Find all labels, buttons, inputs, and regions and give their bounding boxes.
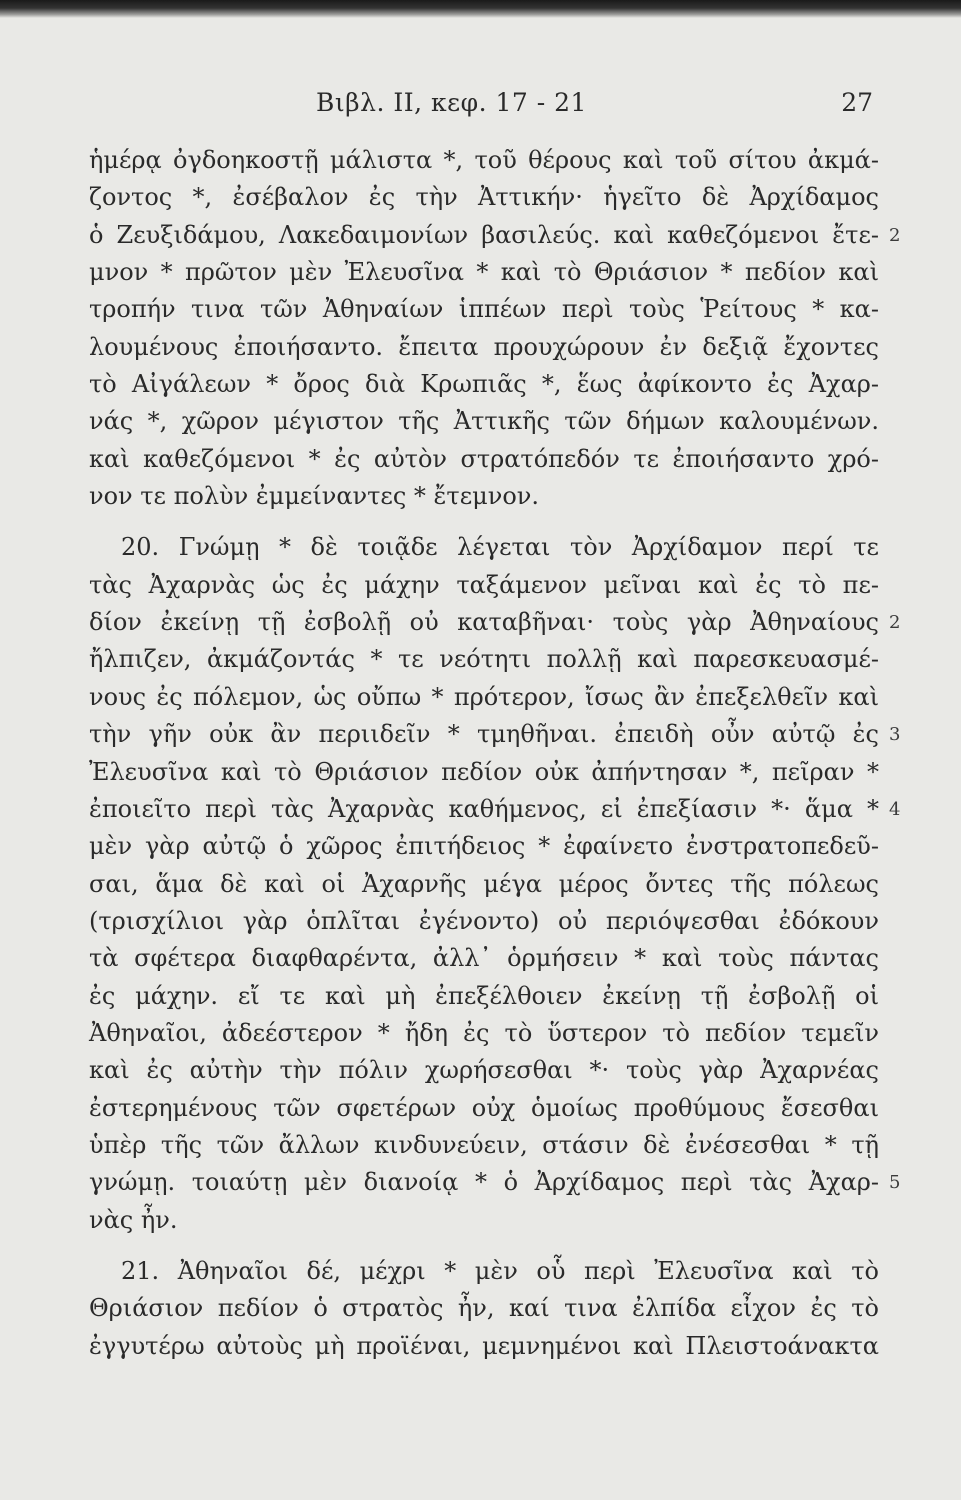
text-line	[89, 142, 879, 179]
text-line-content: Ἐλευσῖνα καὶ τὸ Θριάσιον πεδίον οὐκ ἀπήντησαν *, πεῖραν *	[89, 757, 879, 786]
text-line	[89, 828, 879, 865]
text-line-content: ἐστερημένους τῶν σφετέρων οὐχ ὁμοίως προθύμους ἔσεσθαι	[89, 1093, 879, 1122]
text-line-content: τροπήν τινα τῶν Ἀθηναίων ἱππέων περὶ τοὺς Ῥείτους * κα-	[89, 295, 879, 324]
text-line-content: νὰς ἦν.	[89, 1205, 178, 1234]
margin-section-number: 4	[889, 798, 901, 820]
text-line	[89, 1015, 879, 1052]
text-line	[89, 478, 879, 515]
text-line-content: τὰ σφέτερα διαφθαρέντα, ἀλλ᾽ ὁρμήσειν * καὶ τοὺς πάντας	[89, 944, 879, 973]
text-line-content: ἐς μάχην. εἴ τε καὶ μὴ ἐπεξέλθοιεν ἐκείνῃ τῇ ἐσβολῇ οἱ	[89, 981, 879, 1010]
text-line	[89, 679, 879, 716]
running-head: Βιβλ. ΙΙ, κεφ. 17 - 21	[316, 88, 587, 117]
text-line	[89, 529, 879, 566]
text-line-content: νάς *, χῶρον μέγιστον τῆς Ἀττικῆς τῶν δήμων καλουμένων.	[89, 407, 879, 436]
text-line	[89, 791, 901, 828]
text-line	[89, 1253, 879, 1290]
text-line	[89, 978, 879, 1015]
text-line-content: νους ἐς πόλεμον, ὡς οὔπω * πρότερον, ἴσως ἂν ἐπεξελθεῖν καὶ	[89, 682, 879, 711]
text-line	[89, 604, 901, 641]
page-header	[0, 88, 961, 128]
text-line	[89, 1202, 879, 1239]
text-line-content: ὑπὲρ τῆς τῶν ἄλλων κινδυνεύειν, στάσιν δὲ ἐνέσεσθαι * τῇ	[89, 1130, 879, 1159]
text-line-content: ζοντος *, ἐσέβαλον ἐς τὴν Ἀττικήν· ἡγεῖτο δὲ Ἀρχίδαμος	[89, 183, 879, 212]
text-line	[89, 567, 879, 604]
text-line	[89, 1290, 879, 1327]
margin-section-number: 5	[889, 1172, 901, 1194]
text-line	[89, 329, 879, 366]
text-line-content: τὰς Ἀχαρνὰς ὡς ἐς μάχην ταξάμενον μεῖναι καὶ ἐς τὸ πε-	[89, 570, 879, 599]
text-line-content: 21. Ἀθηναῖοι δέ, μέχρι * μὲν οὗ περὶ Ἐλευσῖνα καὶ τὸ	[121, 1256, 879, 1285]
text-line	[89, 1052, 879, 1089]
text-line-content: ὁ Ζευξιδάμου, Λακεδαιμονίων βασιλεύς. καὶ καθεζόμενοι ἔτε-	[89, 220, 879, 249]
text-line	[89, 716, 901, 753]
text-line-content: καὶ καθεζόμενοι * ἐς αὐτὸν στρατόπεδόν τε ἐποιήσαντο χρό-	[89, 444, 879, 473]
text-line	[89, 866, 879, 903]
text-line-content: 20. Γνώμῃ * δὲ τοιᾷδε λέγεται τὸν Ἀρχίδαμον περί τε	[121, 533, 879, 562]
text-line	[89, 217, 901, 254]
text-line	[89, 1127, 879, 1164]
text-line	[89, 403, 879, 440]
text-line-content: τὸ Αἰγάλεων * ὄρος διὰ Κρωπιᾶς *, ἕως ἀφίκοντο ἐς Ἀχαρ-	[89, 370, 879, 399]
text-line-content: τὴν γῆν οὐκ ἂν περιιδεῖν * τμηθῆναι. ἐπειδὴ οὖν αὐτῷ ἐς	[89, 720, 879, 749]
text-line	[89, 1164, 901, 1201]
text-line-content: μνον * πρῶτον μὲν Ἐλευσῖνα * καὶ τὸ Θριάσιον * πεδίον καὶ	[89, 258, 879, 287]
margin-section-number: 2	[889, 612, 901, 634]
text-line-content: ἤλπιζεν, ἀκμάζοντάς * τε νεότητι πολλῇ καὶ παρεσκευασμέ-	[89, 645, 879, 674]
text-line	[89, 254, 879, 291]
text-line-content: δίον ἐκείνῃ τῇ ἐσβολῇ οὐ καταβῆναι· τοὺς γὰρ Ἀθηναίους	[89, 608, 879, 637]
text-line	[89, 441, 879, 478]
text-line-content: λουμένους ἐποιήσαντο. ἔπειτα προυχώρουν ἐν δεξιᾷ ἔχοντες	[89, 332, 879, 361]
text-line-content: ἐποιεῖτο περὶ τὰς Ἀχαρνὰς καθήμενος, εἰ ἐπεξίασιν *· ἅμα *	[89, 794, 879, 823]
text-line-content: σαι, ἅμα δὲ καὶ οἱ Ἀχαρνῆς μέγα μέρος ὄντες τῆς πόλεως	[89, 869, 879, 898]
text-line	[89, 903, 879, 940]
page-number: 27	[841, 88, 873, 117]
text-line	[89, 1328, 879, 1365]
text-line-content: νον τε πολὺν ἐμμείναντες * ἔτεμνον.	[89, 482, 539, 511]
text-line	[89, 366, 879, 403]
text-line-content: γνώμῃ. τοιαύτῃ μὲν διανοίᾳ * ὁ Ἀρχίδαμος περὶ τὰς Ἀχαρ-	[89, 1168, 879, 1197]
text-line	[89, 179, 879, 216]
text-line	[89, 754, 879, 791]
margin-section-number: 2	[889, 224, 901, 246]
text-line-content: μὲν γὰρ αὐτῷ ὁ χῶρος ἐπιτήδειος * ἐφαίνετο ἐνστρατοπεδεῦ-	[89, 832, 879, 861]
text-line	[89, 940, 879, 977]
text-line	[89, 641, 879, 678]
body-text	[89, 142, 901, 1365]
text-line	[89, 291, 879, 328]
text-line-content: Ἀθηναῖοι, ἀδεέστερον * ἤδη ἐς τὸ ὕστερον τὸ πεδίον τεμεῖν	[89, 1018, 879, 1047]
scan-top-edge	[0, 0, 961, 18]
margin-section-number: 3	[889, 724, 901, 746]
text-line-content: καὶ ἐς αὐτὴν τὴν πόλιν χωρήσεσθαι *· τοὺς γὰρ Ἀχαρνέας	[89, 1056, 879, 1085]
text-line	[89, 1090, 879, 1127]
text-line-content: ἐγγυτέρω αὐτοὺς μὴ προϊέναι, μεμνημένοι καὶ Πλειστοάνακτα	[89, 1331, 879, 1360]
text-line-content: ἡμέρᾳ ὀγδοηκοστῇ μάλιστα *, τοῦ θέρους καὶ τοῦ σίτου ἀκμά-	[89, 146, 879, 174]
text-line-content: Θριάσιον πεδίον ὁ στρατὸς ἦν, καί τινα ἐλπίδα εἶχον ἐς τὸ	[89, 1294, 879, 1323]
text-line-content: (τρισχίλιοι γὰρ ὁπλῖται ἐγένοντο) οὐ περιόψεσθαι ἐδόκουν	[89, 906, 879, 935]
